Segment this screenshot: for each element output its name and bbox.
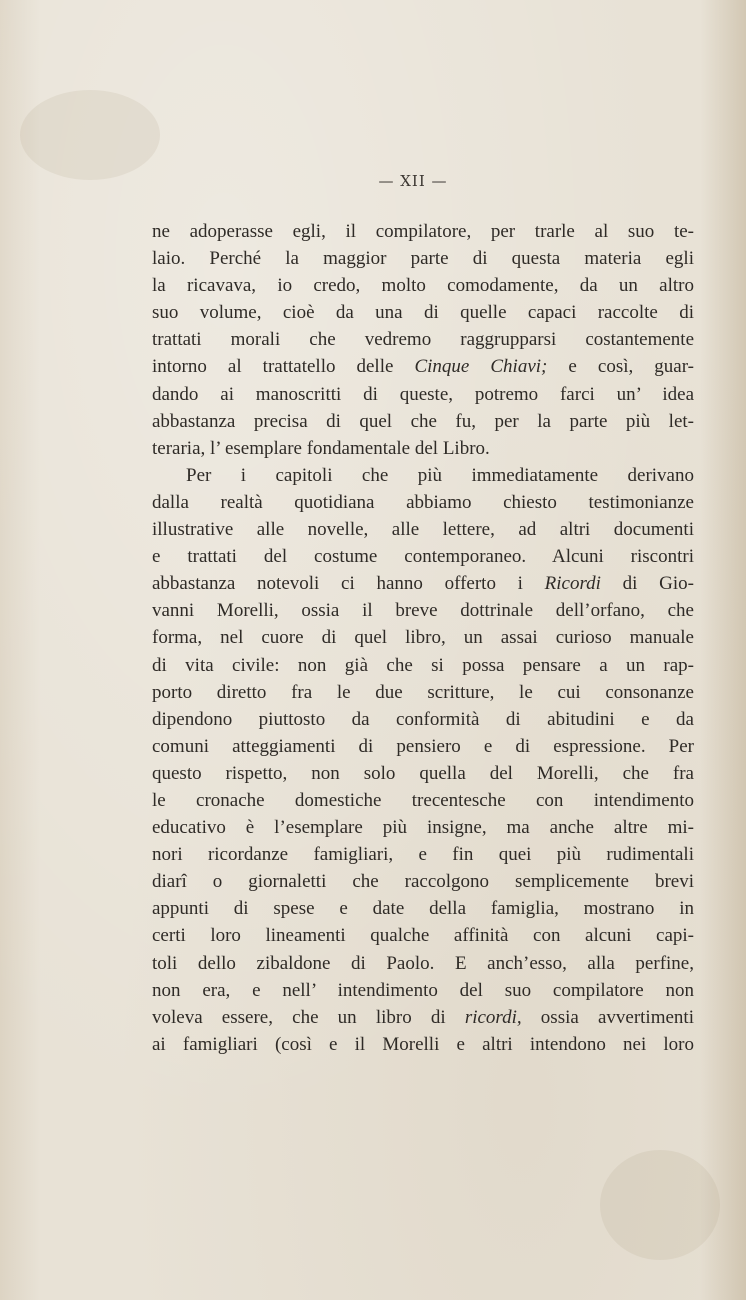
text-segment: di vita civile: non già che si possa pensare a un rap- — [152, 654, 694, 676]
text-segment: abbastanza notevoli ci hanno offerto i — [152, 573, 545, 595]
text-segment: comuni atteggiamenti di pensiero e di espressione. Per — [152, 735, 694, 757]
text-segment: Per i capitoli che più immediatamente derivano — [186, 464, 694, 486]
text-segment: nori ricordanze famigliari, e fin quei più rudimentali — [152, 844, 694, 866]
text-segment: dando ai manoscritti di queste, potremo farci un’ idea — [152, 383, 694, 405]
page-number-header: — XII — — [378, 172, 448, 190]
text-segment: e così, guar- — [547, 356, 694, 378]
paper-stain — [20, 90, 160, 180]
text-line — [152, 218, 694, 245]
text-line — [152, 706, 694, 733]
text-line — [152, 950, 694, 977]
text-line — [152, 489, 694, 516]
paper-stain — [600, 1150, 720, 1260]
text-segment: diarî o giornaletti che raccolgono semplicemente brevi — [152, 871, 694, 893]
italic-text: Cinque Chiavi; — [414, 356, 548, 378]
text-line — [152, 299, 694, 326]
text-line — [152, 841, 694, 868]
text-segment: voleva essere, che un libro di — [152, 1006, 465, 1028]
text-line — [152, 760, 694, 787]
text-segment: teraria, l’ esemplare fondamentale del Libro. — [152, 437, 490, 459]
text-segment: suo volume, cioè da una di quelle capaci raccolte di — [152, 302, 694, 324]
text-line — [152, 381, 694, 408]
text-line — [152, 814, 694, 841]
text-line — [152, 245, 694, 272]
text-line — [152, 516, 694, 543]
body-text — [152, 218, 694, 1058]
text-line — [152, 733, 694, 760]
text-line — [152, 624, 694, 651]
text-line — [152, 652, 694, 679]
text-segment: illustrative alle novelle, alle lettere, ad altri documenti — [152, 519, 694, 541]
text-segment: questo rispetto, non solo quella del Morelli, che fra — [152, 762, 694, 784]
text-line — [152, 868, 694, 895]
text-segment: intorno al trattatello delle — [152, 356, 415, 378]
text-segment: porto diretto fra le due scritture, le cui consonanze — [152, 681, 694, 703]
text-segment: ossia avvertimenti — [521, 1006, 694, 1028]
text-line — [152, 1031, 694, 1058]
text-line — [152, 353, 694, 380]
text-line — [152, 462, 694, 489]
text-segment: le cronache domestiche trecentesche con intendimento — [152, 789, 694, 811]
text-segment: educativo è l’esemplare più insigne, ma anche altre mi- — [152, 817, 694, 839]
italic-text: ricordi, — [464, 1006, 522, 1028]
text-segment: trattati morali che vedremo raggrupparsi costantemente — [152, 329, 694, 351]
text-segment: abbastanza precisa di quel che fu, per la parte più let- — [152, 410, 694, 432]
text-line — [152, 326, 694, 353]
text-segment: dipendono piuttosto da conformità di abitudini e da — [152, 708, 694, 730]
text-line — [152, 922, 694, 949]
text-segment: laio. Perché la maggior parte di questa materia egli — [152, 248, 694, 270]
text-line — [152, 597, 694, 624]
text-line — [152, 543, 694, 570]
text-segment: appunti di spese e date della famiglia, mostrano in — [152, 898, 694, 920]
text-line — [152, 895, 694, 922]
text-line — [152, 1004, 694, 1031]
text-segment: forma, nel cuore di quel libro, un assai curioso manuale — [152, 627, 694, 649]
text-segment: toli dello zibaldone di Paolo. E anch’esso, alla perfine, — [152, 952, 694, 974]
text-segment: e trattati del costume contemporaneo. Alcuni riscontri — [152, 546, 694, 568]
text-line — [152, 408, 694, 435]
text-segment: vanni Morelli, ossia il breve dottrinale dell’orfano, che — [152, 600, 694, 622]
text-segment: dalla realtà quotidiana abbiamo chiesto testimonianze — [152, 491, 694, 513]
text-segment: ai famigliari (così e il Morelli e altri intendono nei loro — [152, 1033, 694, 1055]
italic-text: Ricordi — [544, 573, 601, 595]
text-line — [152, 272, 694, 299]
text-segment: non era, e nell’ intendimento del suo compilatore non — [152, 979, 694, 1001]
text-segment: certi loro lineamenti qualche affinità con alcuni capi- — [152, 925, 694, 947]
text-line — [152, 977, 694, 1004]
text-segment: la ricavava, io credo, molto comodamente, da un altro — [152, 275, 694, 297]
text-segment: ne adoperasse egli, il compilatore, per trarle al suo te- — [152, 221, 694, 242]
text-line — [152, 679, 694, 706]
text-line — [152, 787, 694, 814]
text-segment: di Gio- — [600, 573, 695, 595]
text-line — [152, 570, 694, 597]
text-line — [152, 435, 694, 462]
